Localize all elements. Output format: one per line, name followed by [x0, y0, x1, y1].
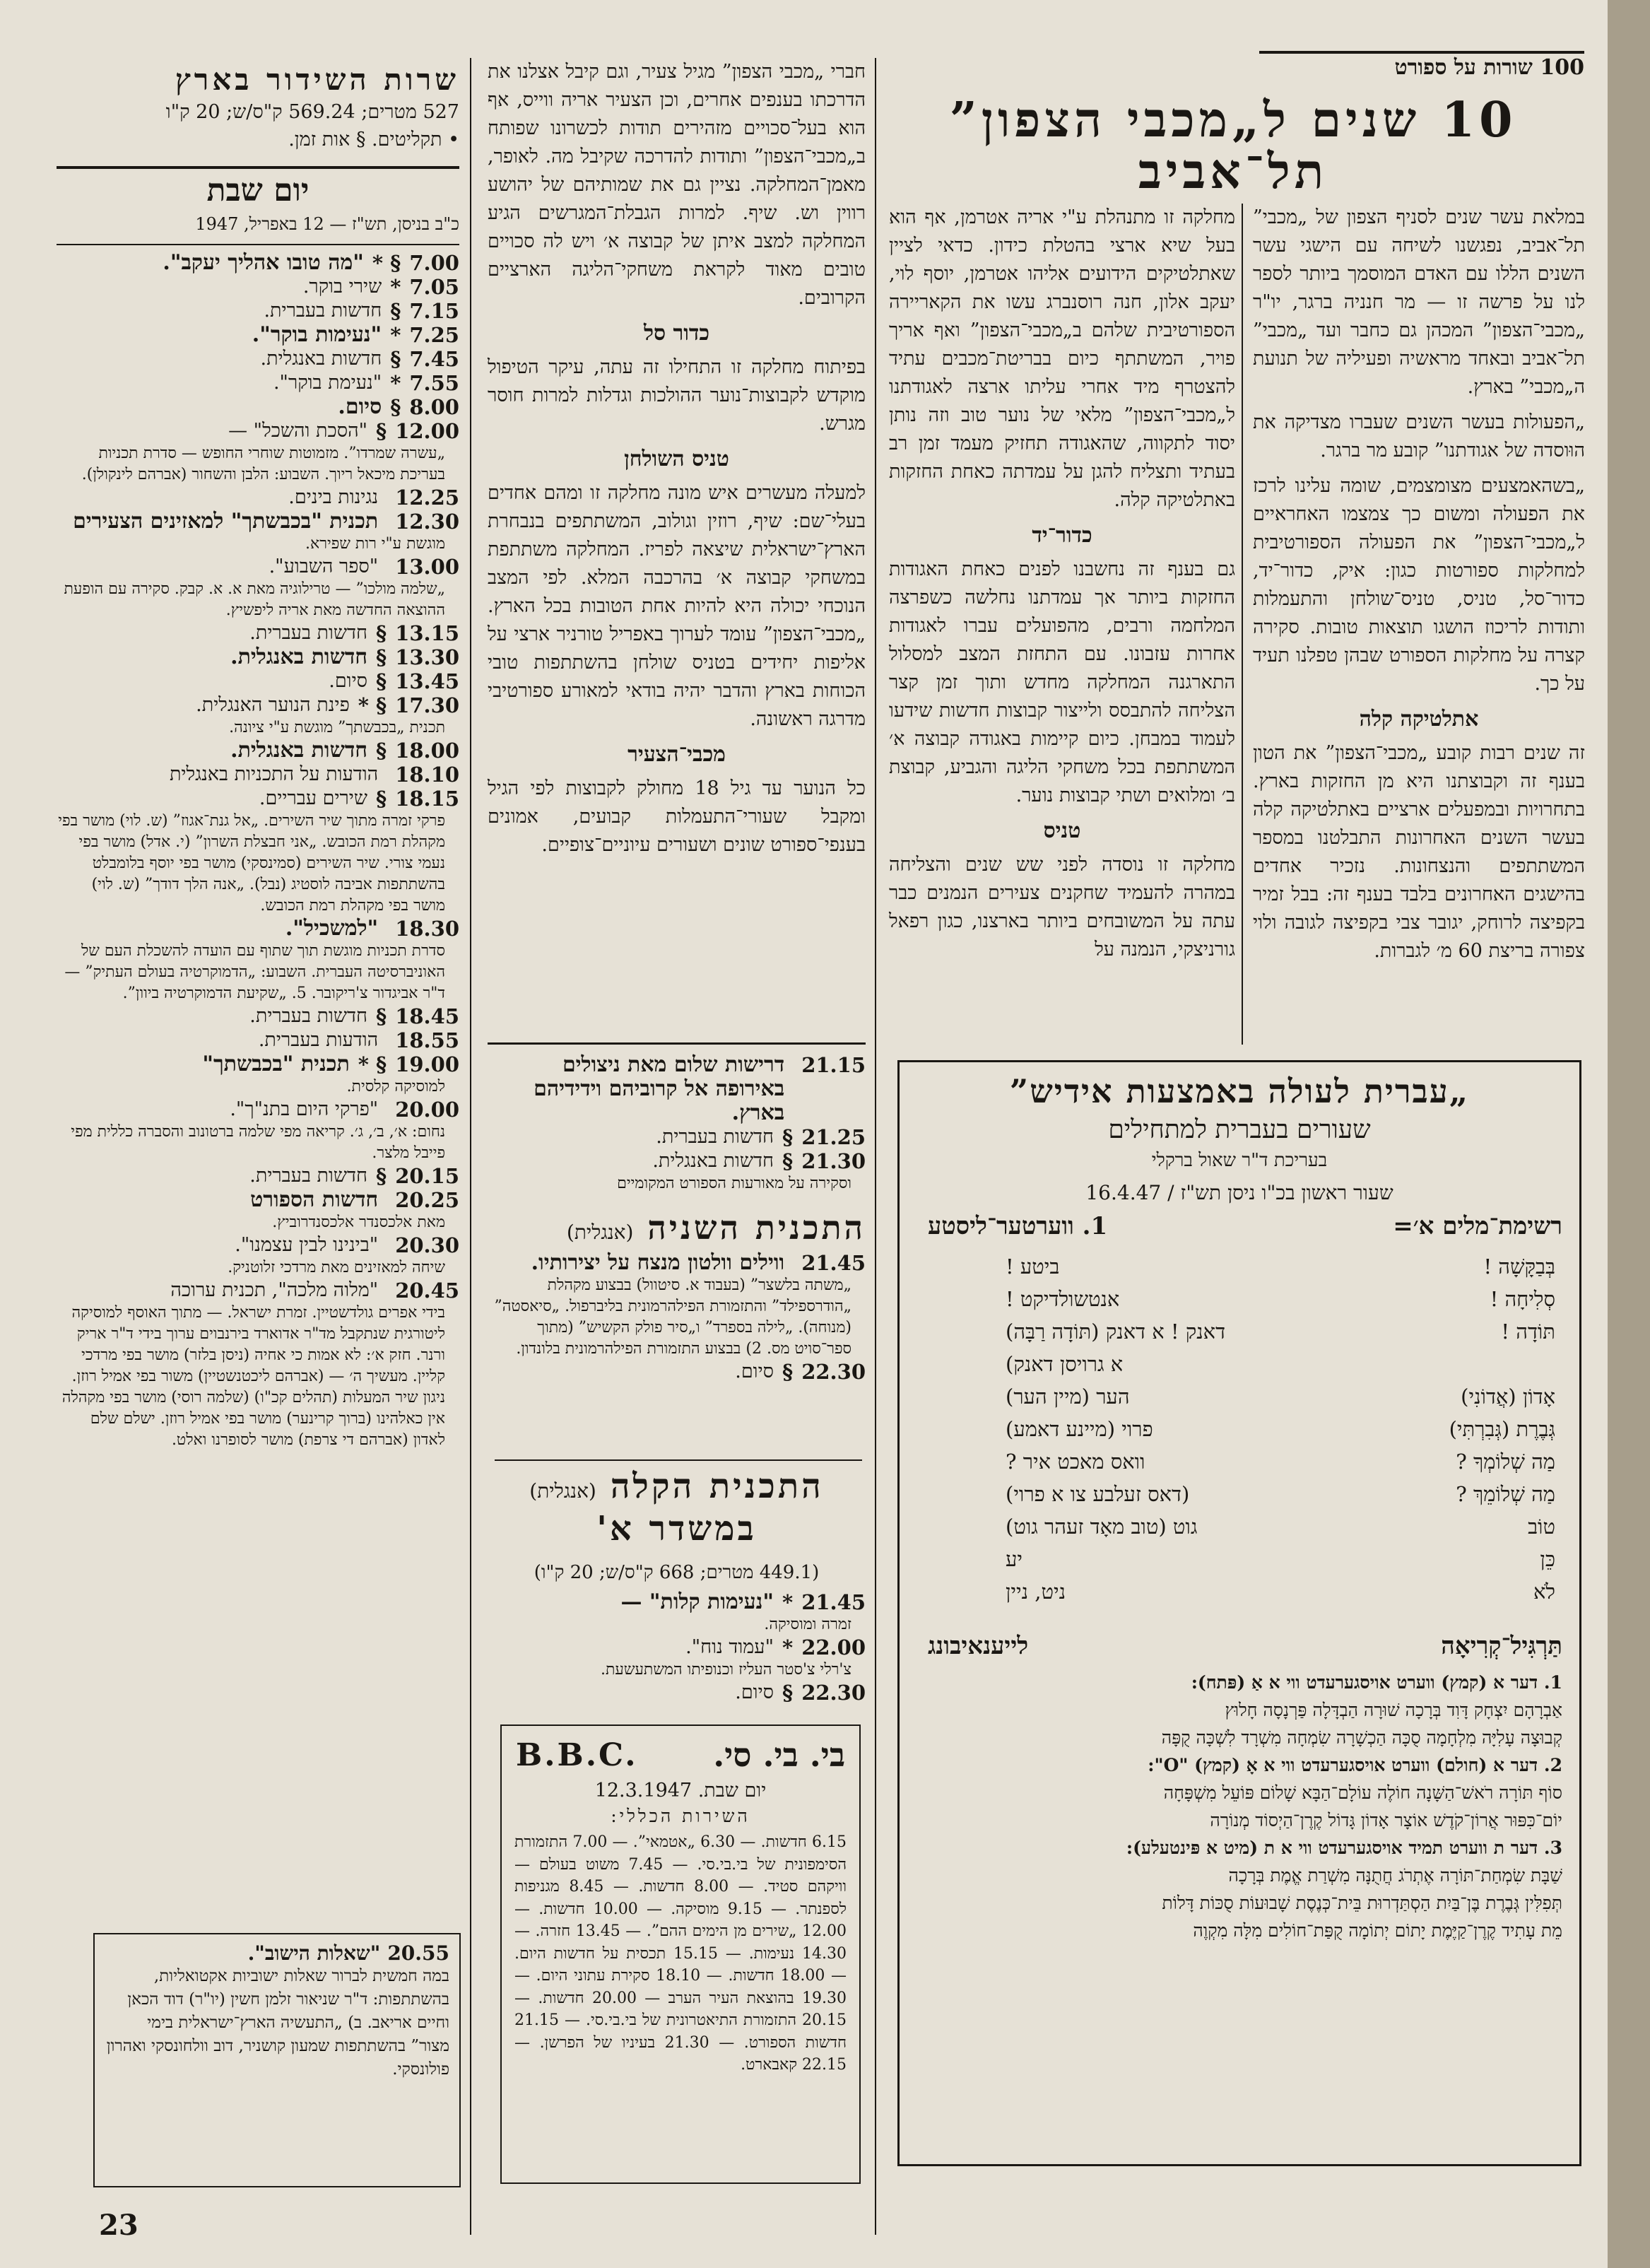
schedule-symbol: §: [390, 299, 401, 323]
schedule-time: 21.15: [801, 1053, 866, 1077]
paragraph: בפיתוח מחלקה זו התחילו זה עתה, עיקר הטיפול מוקדש לקבוצות־נוער ההולכות וגדלות למרות חוסר מגרש.: [488, 356, 866, 435]
schedule-note: זמרה ומוסיקה.: [764, 1616, 851, 1633]
schedule-symbol: §: [390, 395, 401, 419]
vocab-row: [1006, 1315, 1555, 1348]
broadcast-header: שרות השידור בארץ: [175, 62, 459, 97]
paragraph: גם בענף זה נחשבנו לפנים כאחת האגודות החזקות ביותר אך עמדתנו נחלשה כשפרצה המלחמה ורבים, מהפועלים עברו לאגודות אחרות עזבונו. עם התחזת המצב למסלול התארגנה המחלקה מחדש ותוך זמן קצר הצליחה להתבסס ולייצור קבוצות חדשות שידעו לעמוד במבחן. כיום קיימות באגודה קבוצה א׳ המשתתפת בכל משחקי הליגה והגביע, קבוצת ב׳ ומלואים ושתי קבוצות נוער.: [889, 558, 1235, 806]
schedule-title: חדשות בעברית.: [656, 1126, 774, 1148]
vocab-yiddish: ביטע !: [1006, 1255, 1060, 1279]
rule: [57, 166, 459, 169]
schedule-item: [488, 1590, 866, 1635]
schedule-item: [488, 1125, 866, 1149]
schedule-row: [57, 917, 459, 941]
schedule-item: [57, 419, 459, 486]
schedule-row: [57, 739, 459, 763]
schedule-time: 20.45: [395, 1279, 459, 1303]
schedule-title: סיום.: [735, 1681, 774, 1703]
schedule-note: שיחה למאזינים מאת מרדכי זלוטניק.: [228, 1259, 445, 1276]
vocab-row: [1006, 1348, 1555, 1380]
schedule-item: [57, 251, 459, 275]
broadcast-frequency: 527 מטרים; 569.24 ק"ס/ש; 20 ק"ו: [165, 101, 459, 123]
vocab-yiddish: א גרויסן דאנק): [1006, 1352, 1124, 1376]
schedule-symbol: §: [376, 739, 387, 763]
page-number: 23: [99, 2209, 139, 2242]
schedule-symbol: §: [376, 1004, 387, 1028]
schedule-row: [488, 1635, 866, 1659]
schedule-item: [488, 1681, 866, 1705]
schedule-time: 20.00: [395, 1098, 459, 1122]
schedule-time: 18.00: [395, 739, 459, 763]
schedule-time: 20.30: [395, 1233, 459, 1257]
vocab-row: [1006, 1380, 1555, 1413]
exercise-lines: [900, 1660, 1579, 1944]
vocab-row: [1006, 1250, 1555, 1283]
schedule-symbol: §: [782, 1125, 794, 1149]
schedule-time: 21.25: [801, 1125, 866, 1149]
schedule-item: [57, 1188, 459, 1233]
schedule-item: [57, 763, 459, 787]
vocab-hebrew: לֹא: [1533, 1580, 1555, 1604]
schedule-row: [57, 555, 459, 579]
schedule-title: תכנית "בכבשתך" למאזינים הצעירים: [73, 509, 379, 534]
schedule-row: [488, 1360, 866, 1384]
schedule-title: פינת הנוער האנגלית.: [196, 694, 350, 716]
schedule-title: חדשות באנגלית.: [652, 1150, 774, 1172]
schedule-title: דרישות שלום מאת ניצולים באירופה אל קרוביהם וידידיהם בארץ.: [534, 1052, 785, 1125]
schedule-item: [57, 645, 459, 669]
binding-edge: [1608, 0, 1650, 2268]
schedule-symbol: *: [782, 1590, 794, 1614]
lesson-subtitle: שעורים בעברית למתחילים: [1108, 1115, 1371, 1144]
schedule-item: [57, 1098, 459, 1164]
schedule-symbol: § *: [372, 251, 401, 275]
paragraph: במלאת עשר שנים לסניף הצפון של „מכבי” תל־אביב, נפגשנו לשיחה עם הישגי עשר השנים הללו עם האדם המוסמך ביותר לספר לנו על פרשה זו — מר חנניה ברגר, יו"ר „מכבי־הצפון” המכהן גם כחבר ועד „מכבי” תל־אביב ובאחד מראשיה ופעיליה של תנועת ה„מכבי” בארץ.: [1253, 206, 1585, 398]
exercise-line: אַבְרָהָם יִצְחָק דָּוִד בְּרָכָה שׁוּרָה הַבְדָּלָה פַּרְנָסָה חָלוּץ: [1225, 1700, 1562, 1720]
schedule-symbol: §: [376, 621, 387, 645]
vocab-yiddish: פרוי (מיינע דאמע): [1006, 1417, 1153, 1441]
bbc-heading: [502, 1726, 859, 1774]
schedule-title: "נעימות בוקר".: [252, 322, 382, 347]
broadcast-legend: • תקליטים. § אות זמן.: [288, 129, 459, 151]
schedule-time: 7.55: [409, 371, 459, 395]
schedule-time: 7.45: [409, 347, 459, 371]
second-program-lang: (אנגלית): [566, 1221, 634, 1244]
schedule-note: תכנית „בכבשתך” מוגשת ע"י ציונה.: [229, 719, 445, 736]
schedule-time: 21.30: [801, 1149, 866, 1173]
rule: [57, 244, 459, 245]
lesson-date: שעור ראשון בכ"ו ניסן תש"ז / 16.4.47: [1085, 1181, 1393, 1204]
schedule-row: [57, 395, 459, 419]
schedule-row: [57, 347, 459, 371]
schedule-time: 7.05: [409, 275, 459, 299]
schedule-title: חדשות הספורט: [250, 1187, 379, 1212]
schedule-row: [57, 787, 459, 811]
exercise-line: 1. דער א (קמץ) ווערט אויסגערעדט ווי א אַ (פּתח):: [1191, 1672, 1562, 1693]
schedule-row: [488, 1125, 866, 1149]
vocab-list: [900, 1240, 1579, 1608]
subheading-tennis: טניס: [1043, 818, 1081, 843]
schedule-time: 12.00: [395, 419, 459, 443]
schedule-time: 18.45: [395, 1004, 459, 1028]
schedule-item: [57, 693, 459, 739]
header-rule: [1259, 51, 1584, 54]
vocab-row: [1006, 1510, 1555, 1543]
schedule-time: 8.00: [409, 395, 459, 419]
box-text: במה חמשית לברור שאלות ישוביות אקטואליות, בהשתתפות: ד"ר שניאור זלמן חשין (יו"ר) דוד הכאן וחיים אריאב. ב) „התעשיה הארץ־ישראלית בימי מצור” בהשתתפות שמעון קושניר, דוב וולחונסקי ואהרון פולונסקי.: [106, 1967, 449, 2079]
schedule-title: "הסכת והשכל" —: [228, 420, 368, 442]
schedule-symbol: §: [376, 645, 387, 669]
schedule-time: 18.55: [395, 1028, 459, 1052]
vocab-yiddish: יע: [1006, 1547, 1023, 1571]
schedule-row: [57, 763, 459, 787]
exercise-heading: [900, 1608, 1579, 1660]
bbc-date: יום שבת. 12.3.1947: [594, 1780, 767, 1802]
schedule-row: [57, 1279, 459, 1303]
light-program-schedule: [488, 1590, 866, 1705]
schedule-time: 17.30: [395, 693, 459, 717]
schedule-row: [57, 645, 459, 669]
schedule-row: [57, 693, 459, 717]
exercise-line: קְבוּצָה עָלִיָּה מִלְחָמָה סֻכָּה הַכְשָׁרָה שִׂמְחָה מִשְׁרָד לִשְׁכָּה קֻפָּה: [1161, 1727, 1562, 1748]
schedule-time: 22.00: [801, 1635, 866, 1659]
schedule-title: "למשכיל".: [285, 916, 379, 941]
schedule-row: [57, 486, 459, 510]
schedule-time: 22.30: [801, 1681, 866, 1705]
light-program-transmitter: במשדר א': [596, 1509, 757, 1549]
schedule-item: [57, 1164, 459, 1188]
schedule-symbol: §: [376, 669, 387, 693]
exercise-title-yiddish: לייענאיבונג: [928, 1632, 1029, 1660]
schedule-title: "מלוה מלכה", תכנית ערוכה: [170, 1279, 379, 1301]
schedule-time: 13.15: [395, 621, 459, 645]
day-title: יום שבת: [206, 172, 310, 208]
schedule-title: ווילים וולטון מנצח על יצירותיו.: [531, 1250, 785, 1275]
schedule-row: [488, 1053, 866, 1125]
schedule-time: 7.25: [409, 323, 459, 347]
mid-schedule: [488, 1053, 866, 1194]
lesson-editor: בעריכת ד"ר שאול ברקלי: [1151, 1150, 1328, 1171]
schedule-row: [488, 1590, 866, 1614]
article-column-3: [488, 58, 866, 866]
schedule-title: "בינינו לבין עצמנו".: [235, 1234, 379, 1256]
subheading-youth: מכבי־הצעיר: [627, 742, 726, 767]
schedule-time: 19.00: [395, 1052, 459, 1076]
paragraph: למעלה מעשרים איש מונה מחלקה זו ומהם אחדים בעלי־שם: שיף, רוזין וגולוב, המשתתפים בנבחרת הארץ־ישראלית שיצאה לפריז. המחלקה משתתפת במשחקי קבוצה א׳ בהרכבה המלא. לפי המצב הנוכחי יכולה היא להיות אחת הטובות בכל הארץ. „מכבי־הצפון” עומד לערוך באפריל טורניר ארצי על אליפות יחידים בטניס שולחן בהשתתפות טובי הכוחות בארץ והדבר יהיה בודאי למאורע ספורטיבי מדרגה ראשונה.: [488, 482, 866, 730]
schedule-title: חדשות בעברית.: [249, 1165, 368, 1187]
vocab-hebrew: בְּבַקָּשָׁה !: [1483, 1255, 1555, 1279]
schedule-item: [57, 669, 459, 693]
schedule-row: [57, 621, 459, 645]
vocab-hebrew: טוֹב: [1528, 1515, 1555, 1539]
schedule-item: [488, 1251, 866, 1360]
schedule-time: 18.10: [395, 763, 459, 787]
paragraph: מחלקה זו נוסדה לפני שש שנים והצליחה במהרה להעמיד שחקנים צעירים הנמנים כבר עתה על המשובחים ביותר בארצנו, כגון רפאל גורניצקי, הנמנה על: [889, 854, 1235, 960]
column-divider: [470, 58, 471, 2235]
exercise-line: יוֹם־כִּפּוּר אֲרוֹן־קֹדֶשׁ אוֹצָר אָדוֹן גָּדוֹל קֶרֶן־הַיְסוֹד מְנוֹרָה: [1210, 1810, 1562, 1831]
article-title-line1: 10 שנים ל„מכבי הצפון”: [949, 92, 1517, 148]
schedule-row: [57, 275, 459, 299]
schedule-note: למוסיקה קלסית.: [346, 1078, 445, 1095]
bbc-hebrew: בי. בי. סי.: [713, 1736, 845, 1774]
schedule-item: [57, 787, 459, 917]
schedule-item: [57, 1233, 459, 1279]
schedule-time: 21.45: [801, 1251, 866, 1275]
schedule-title: תכנית "בכבשתך": [202, 1052, 350, 1076]
schedule-row: [488, 1149, 866, 1173]
schedule-row: [57, 299, 459, 323]
schedule-title: "נעימת בוקר".: [273, 372, 382, 394]
schedule-note: סדרת תכניות מוגשת תוך שתוף עם הועדה להשכלת העם של האוניברסיטה העברית. השבוע: „הדמוקרטיה בעולם העתיק” — ד"ר אביגדור צ'ריקובר. 5. „שקיעת הדמוקרטיה ביוון”.: [64, 942, 445, 1002]
section-tag: 100 שורות על ספורט: [1394, 55, 1584, 80]
light-program-frequency: (449.1 מטרים; 668 ק"ס/ש; 20 ק"ו): [534, 1562, 820, 1583]
schedule-item: [57, 739, 459, 763]
vocab-row: [1006, 1413, 1555, 1445]
schedule-symbol: §: [782, 1681, 794, 1705]
schedule-title: שירים עבריים.: [259, 787, 368, 809]
broadcast-schedule: [57, 251, 459, 1451]
schedule-row: [57, 1164, 459, 1188]
schedule-time: 13.30: [395, 645, 459, 669]
schedule-time: 21.45: [801, 1590, 866, 1614]
schedule-note: מאת אלכסנדר אלכסנדרוביץ.: [272, 1214, 445, 1231]
schedule-row: [57, 1188, 459, 1212]
rule: [495, 1459, 862, 1461]
vocab-hebrew: אָדוֹן (אֲדוֹנִי): [1461, 1385, 1555, 1409]
schedule-row: [57, 1052, 459, 1076]
schedule-time: 7.00: [409, 251, 459, 275]
paragraph: כל הנוער עד גיל 18 מחולק לקבוצות לפי הגיל ומקבל שעורי־התעמלות קבועים, אמונים בענפי־ספורט שונים ושעורים עיוניים־צופיים.: [488, 777, 866, 856]
subheading-basketball: כדור סל: [643, 321, 710, 346]
schedule-item: [57, 510, 459, 555]
second-program-heading: [488, 1209, 866, 1247]
schedule-title: חדשות בעברית.: [249, 622, 368, 644]
vocab-row: [1006, 1575, 1555, 1608]
schedule-note: „עשרה שמרדו”. מזמוטות שוחרי החופש — סדרת תכניות בעריכת מיכאל ריוך. השבוע: הלבן והשחור (אברהם לינקולן).: [81, 445, 445, 483]
schedule-symbol: §: [390, 347, 401, 371]
article-column-2: [889, 204, 1235, 971]
schedule-symbol: §: [376, 1164, 387, 1188]
schedule-symbol: *: [782, 1635, 794, 1659]
schedule-time: 20.15: [395, 1164, 459, 1188]
subheading-athletics: אתלטיקה קלה: [1359, 707, 1479, 731]
schedule-title: נגינות בינים.: [288, 486, 379, 508]
paragraph: „בשהאמצעים מצומצמים, שומה עלינו לרכז את הפעולה ומשום כך צמצמו האחראיים ל„מכבי־הצפון” את הפעולה הספורטיבית למחלקות ספורטות כגון: איק, כדור־יד, כדור־סל, טניס, טניס־שולחן והתעמלות ותודות לריכוז הושגו תוצאות טובות. סקירה קצרה על מחלקות הספורט שבהן טפלנו תעיד על כך.: [1253, 475, 1585, 695]
schedule-symbol: *: [390, 371, 401, 395]
exercise-line: 2. דער א (חולם) ווערט אויסגערעדט ווי א אָ (קמץ) "O":: [1148, 1755, 1562, 1775]
schedule-title: "מה טובו אהליך יעקב".: [163, 250, 364, 275]
schedule-item: [488, 1360, 866, 1384]
schedule-row: [57, 669, 459, 693]
day-date: כ"ב בניסן, תש"ז — 12 באפריל, 1947: [195, 214, 459, 234]
vocab-yiddish: (דאס זעלבע צו א פרוי): [1006, 1482, 1190, 1506]
schedule-row: [488, 1681, 866, 1705]
exercise-line: מֵת עָתִיד קֶרֶן־קַיֶּמֶת יָתוֹם יְתוֹמָה קֻפַּת־חוֹלִים מִלָּה מִקְוֶה: [1193, 1920, 1562, 1941]
schedule-item: [57, 1279, 459, 1451]
schedule-note: וסקירה על מאורעות הספורט המקומיים: [617, 1175, 851, 1192]
schedule-row: [57, 1098, 459, 1122]
schedule-note: נחום: א׳, ב׳, ג׳. קריאה מפי שלמה ברטונוב והסברה כללית מפי פייבל מלצר.: [71, 1123, 445, 1162]
schedule-row: [488, 1251, 866, 1275]
subheading-handball: כדור־יד: [1032, 523, 1092, 548]
schedule-row: [57, 419, 459, 443]
schedule-row: [57, 1028, 459, 1052]
schedule-time: 18.30: [395, 917, 459, 941]
schedule-symbol: §: [782, 1360, 794, 1384]
schedule-symbol: § *: [358, 693, 387, 717]
exercise-line: 3. דער ת ווערט תמיד אויסגערעדט ווי א ת (מיט א פּינטעלע):: [1126, 1838, 1562, 1858]
schedule-symbol: *: [390, 323, 401, 347]
schedule-item: [57, 555, 459, 621]
exercise-line: סוֹף תּוֹרָה רֹאשׁ־הַשָּׁנָה חוֹלֶה עוֹלָם־הַבָּא שָׁלוֹם פּוֹעֵל מִשְׁפָּחָה: [1163, 1782, 1562, 1803]
schedule-item: [57, 347, 459, 371]
column-divider: [1242, 204, 1243, 1045]
schedule-item: [57, 621, 459, 645]
schedule-note: „משתה בלשצר” (בעבוד א. סיטוול) בבצוע מקהלת „הודרספילד” והתזמורת הפילהרמונית בליברפול. „סיאסטה” (מנוחה). „לילה בספרד” ו„סיר פולק הקשיש” (מתוך ספר־סויט מס. 2) בבצוע התזמורת הפילהרמונית בלונדון.: [494, 1276, 851, 1358]
schedule-symbol: §: [376, 419, 387, 443]
schedule-title: "פרקי היום בתנ"ך".: [230, 1098, 379, 1120]
vocab-yiddish: גוט (טוב מאָד זעהר גוט): [1006, 1515, 1198, 1539]
vocab-yiddish: וואס מאכט איר ?: [1006, 1450, 1145, 1474]
schedule-title: "נעימות קלות" —: [620, 1590, 774, 1614]
schedule-title: חדשות באנגלית.: [260, 348, 382, 370]
schedule-title: סיום.: [338, 394, 382, 419]
bbc-latin: B.B.C.: [516, 1737, 638, 1773]
hebrew-lesson-box: [897, 1060, 1581, 2166]
schedule-item: [57, 1052, 459, 1098]
schedule-title: "ספר השבוע".: [269, 556, 379, 577]
schedule-time: 13.00: [395, 555, 459, 579]
vocab-row: [1006, 1445, 1555, 1478]
bbc-box: [500, 1724, 861, 2184]
exercise-title: תַּרְגִּיל־קְרִיאָה: [1441, 1632, 1562, 1660]
second-program-title: התכנית השניה: [647, 1209, 866, 1247]
schedule-time: 12.30: [395, 510, 459, 534]
schedule-row: [57, 1233, 459, 1257]
light-program-heading: [488, 1467, 866, 1506]
schedule-title: סיום.: [735, 1361, 774, 1382]
schedule-time: 12.25: [395, 486, 459, 510]
bbc-general-service: השירות הכללי:: [611, 1806, 750, 1826]
schedule-item: [488, 1149, 866, 1194]
schedule-item: [57, 1028, 459, 1052]
schedule-symbol: §: [376, 787, 387, 811]
schedule-title: "עמוד נוח".: [685, 1636, 774, 1658]
paragraph: חברי „מכבי הצפון” מגיל צעיר, וגם קיבל אצלנו את הדרכתו בענפים אחרים, וכן הצעיר אריה ווייס, אף הוא בעל־סכויים מזהירים תודות לכשרונו שפותח ב„מכבי־הצפון” ותודות להדרכה שקיבל מה. לאופר, מאמן־המחלקה. נציין גם את שמותיהם של יהושע רווין וש. שיף. למרות הגבלת־המגרשים הגיע המחלקה למצב איתן של קבוצה א׳ ויש לה סכויים טובים מאוד לקראת משחקי־הליגה הארציים הקרובים.: [488, 61, 866, 309]
schedule-title: הודעות על התכניות באנגלית: [169, 763, 379, 785]
schedule-row: [57, 371, 459, 395]
schedule-title: חדשות בעברית.: [264, 300, 382, 322]
schedule-title: חדשות באנגלית.: [230, 645, 368, 669]
vocab-row: [1006, 1283, 1555, 1315]
column-divider: [875, 58, 876, 2235]
schedule-item: [57, 275, 459, 299]
schedule-row: [57, 510, 459, 534]
schedule-item: [57, 917, 459, 1004]
schedule-note: צ'רלי צ'סטר העליז וכנופיתו המשתעשעת.: [601, 1661, 851, 1679]
schedule-item: [57, 395, 459, 419]
schedule-symbol: *: [390, 275, 401, 299]
article-title-line2: תל־אביב: [1138, 143, 1328, 200]
vocab-yiddish: דאנק ! א דאנק (תּוֹדָה רַבָּה): [1006, 1320, 1226, 1344]
vocab-hebrew: תּוֹדָה !: [1501, 1320, 1555, 1344]
schedule-note: פרקי זמרה מתוך שיר השירים. „אל גנת־אגוז” (ש. לוי) מושר בפי מקהלת רמת הכובש. „אני חבצלת השרון” (י. אדל) מושר בפי נעמי צורי. שיר השירים (סמינסקי) מושר בפי יוסף בלומבלט בהשתתפות אביבה לוסטיג (נבל). „אנה הלך דודך” (ש. לוי) מושר בפי מקהלת רמת הכובש.: [58, 812, 445, 915]
paragraph: זה שנים רבות קובע „מכבי־הצפון” את הטון בענף זה וקבוצתנו היא מן החזקות בארץ. בתחרויות ובמפעלים ארציים באתלטיקה קלה בעשר השנים האחרונות התבלטנו במספר המשתתפים והנצחונות. נזכיר אחדים בהישגים האחרונים בלבד בענף זה: בבל זמיר בקפיצה לרוחק, יגובר צבי בקפיצה לגובה ולוי צפורה בריצת 60 מ׳ לגברות.: [1253, 742, 1585, 962]
exercise-line: שַׁבָּת שִׂמְחַת־תּוֹרָה אֶתְרֹג חֲתֻנָּה מִשְׁרַת אֱמֶת בְּרָכָה: [1228, 1865, 1562, 1886]
schedule-note: „שלמה מולכו” — טרילוגיה מאת א. א. קבק. סקירה עם הופעת ההוצאה החדשה מאת אריה ליפשיץ.: [64, 580, 445, 619]
schedule-title: סיום.: [329, 670, 368, 692]
article-column-1: [1253, 204, 1585, 973]
bbc-schedule-text: 6.15 חדשות. — 6.30 „אטמאי”. — 7.00 התזמורת הסימפונית של בי.בי.סי. — 7.45 משוט בעולם — וויקהם סטיד. — 8.00 חדשות. — 8.45 מגניפות לספנתר. — 9.15 מוסיקה. — 10.00 חדשות. — 12.00 „שירים מן הימים ההם”. — 13.45 חזרה. — 14.30 נעימות. — 15.15 תכסית על חדשות היום. — 18.00 חדשות. — 18.10 סקירת עתוני היום. — 19.30 בהוצאת העיר הערב — 20.00 חדשות. — 20.15 התזמורת התיאטרונית של בי.בי.סי. — 21.15 חדשות הספורט. — 21.30 בעיניו של הפרשן. — 22.15 קאבארט.: [514, 1833, 847, 2074]
vocab-yiddish: אנטשולדיקט !: [1006, 1287, 1120, 1311]
schedule-title: שירי בוקר.: [302, 276, 382, 298]
word-list-title: רשימת־מלים א׳=: [1393, 1212, 1562, 1240]
schedule-row: [57, 1004, 459, 1028]
schedule-title: חדשות בעברית.: [249, 1005, 368, 1027]
vocab-hebrew: גְּבֶרֶת (גְּבִרְתִּי): [1449, 1417, 1555, 1441]
schedule-item: [57, 371, 459, 395]
light-program-lang: (אנגלית): [529, 1479, 596, 1503]
exercise-line: תְּפִלִּין גְּבֶרֶת בֶּן־בַּיִת הַסְתַּדְרוּת בֵּית־כְּנֶסֶת שָׁבוּעוֹת סֻכּוֹת דָּלוֹת: [1162, 1893, 1562, 1913]
vocab-yiddish: ניט, ניין: [1006, 1580, 1066, 1604]
vocab-row: [1006, 1478, 1555, 1510]
paragraph: „הפעולות בעשר השנים שעברו מצדיקה את הוּוסדה של אגודתנו” קובע מר ברגר.: [1253, 411, 1585, 462]
schedule-symbol: §: [782, 1149, 794, 1173]
vocab-hebrew: כֵּן: [1540, 1547, 1555, 1571]
schedule-item: [488, 1053, 866, 1125]
schedule-item: [57, 299, 459, 323]
vocab-hebrew: מַה שְׁלוֹמֵךְ ?: [1456, 1482, 1555, 1506]
schedule-note: מוגשת ע"י רות שפירא.: [305, 535, 445, 553]
schedule-symbol: § *: [358, 1052, 387, 1076]
box-time: 20.55: [387, 1941, 449, 1965]
schedule-item: [57, 1004, 459, 1028]
schedule-row: [57, 251, 459, 275]
word-list-title-yiddish: 1. ווערטער־ליסטע: [928, 1212, 1108, 1240]
word-list-heading: [900, 1205, 1579, 1240]
vocab-hebrew: סְלִיחָה !: [1490, 1287, 1555, 1311]
subheading-table-tennis: טניס השולחן: [624, 447, 729, 471]
schedule-item: [57, 486, 459, 510]
schedule-title: חדשות באנגלית.: [230, 738, 368, 763]
box-title: "שאלות הישוב".: [247, 1941, 381, 1965]
schedule-title: הודעות בעברית.: [258, 1029, 379, 1051]
paragraph: מחלקה זו מתנהלת ע"י אריה אטרמן, אף הוא בעל שיא ארצי בהטלת כידון. כדאי לציין שאתלטיקים הידועים אליהו אטרמן, יוסף לוי, יעקב אלון, חנה רוסנברג עשו את הקאריירה הספורטיבית שלהם ב„מכבי־הצפון” ואף אריך פויר, המשתתף כיום בבריטת־מכבים עתיד להצטרף מיד אחרי עליתו ארצה לאגודתנו ל„מכבי־הצפון” מלאי של נוער טוב וזה נותן יסוד לתקווה, שהאגודה תחזיק מעמד זמן רב בעתיד ותצליח להגן על עמדתה כאחת החזקות באתלטיקה קלה.: [889, 206, 1235, 511]
schedule-time: 13.45: [395, 669, 459, 693]
second-program-schedule: [488, 1251, 866, 1384]
schedule-item: [57, 323, 459, 347]
schedule-time: 18.15: [395, 787, 459, 811]
rule: [488, 1042, 866, 1045]
schedule-time: 7.15: [409, 299, 459, 323]
box-settlement-questions: [93, 1933, 461, 2187]
vocab-yiddish: הער (מיין הער): [1006, 1385, 1130, 1409]
schedule-row: [57, 323, 459, 347]
schedule-time: 20.25: [395, 1188, 459, 1212]
lesson-title: „עברית לעולה באמצעות אידיש”: [1009, 1072, 1470, 1110]
vocab-hebrew: מַה שְׁלוֹמְךָ ?: [1456, 1450, 1555, 1474]
schedule-note: בידי אפרים גולדשטיין. זמרת ישראל. — מתוך האוסף למוסיקה ליטורגית שנתקבל מד"ר אדוארד בירנבוים ערוך בידי ד"ר אריק ורנר. חזק א׳: לא אמות כי אחיה (ניסן בלזר) מושר בפי מרדכי קליין. מעשיך ה׳ — (אברהם ליכטנשטיין) משור בפי אמיל רוזן. ניגון שיר המעלות (תהלים קכ"ו) (שלמה רוסי) מושר בפי מקהלה אין כאלהינו (ברוך קרינער) מושר בפי אמיל רוזן. ישלם שלם לאדון (אברהם די צרפת) מושר לסופרנו ואלט.: [61, 1304, 445, 1449]
schedule-item: [488, 1635, 866, 1681]
light-program-title: התכנית הקלה: [610, 1467, 824, 1506]
schedule-time: 22.30: [801, 1360, 866, 1384]
vocab-row: [1006, 1543, 1555, 1575]
